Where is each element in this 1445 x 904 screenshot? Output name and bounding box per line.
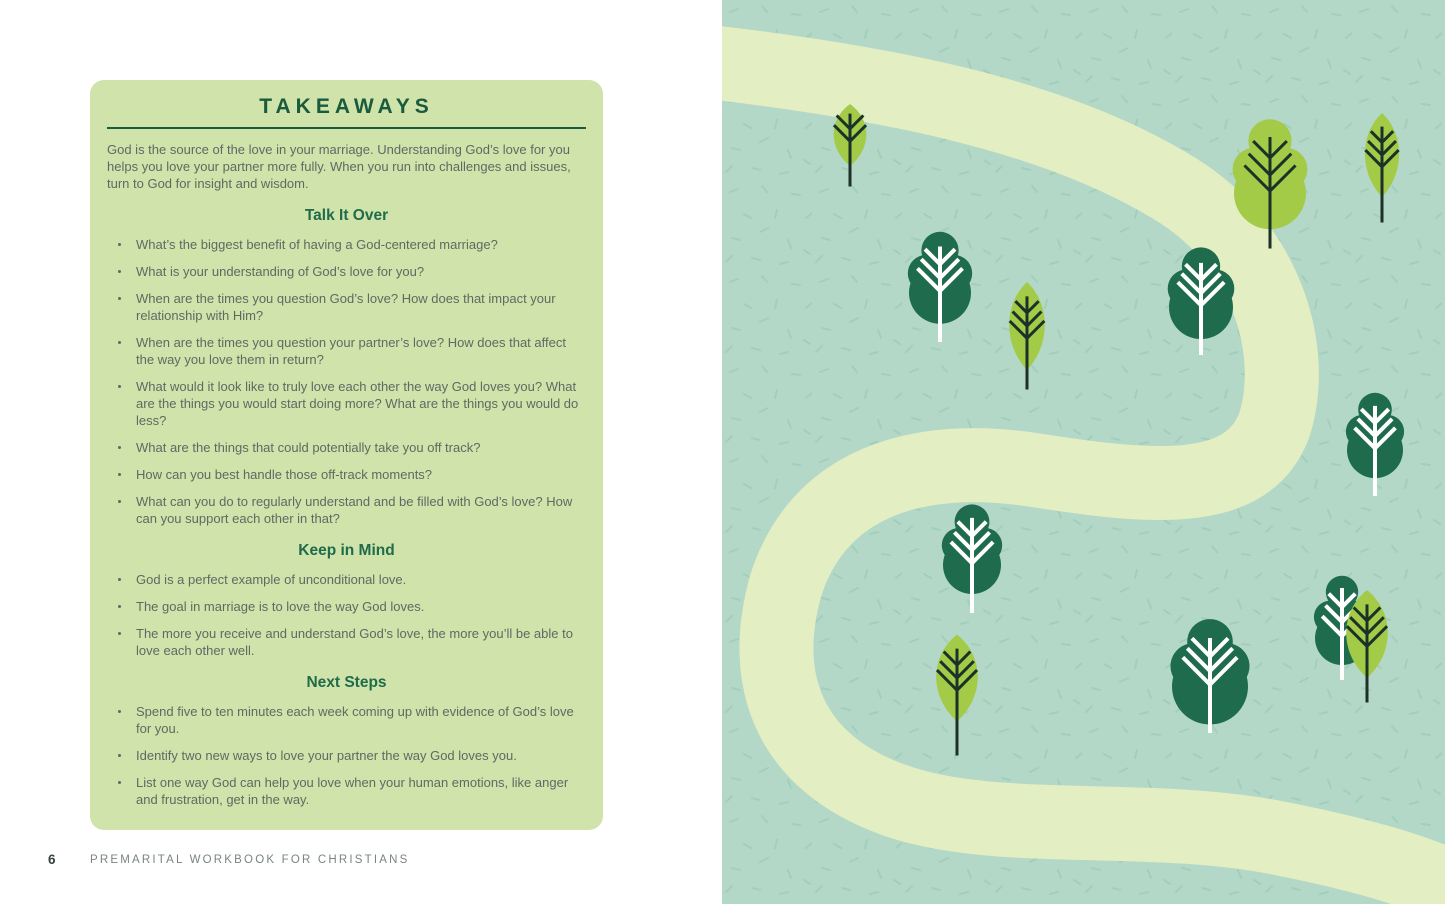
takeaways-title: TAKEAWAYS bbox=[259, 95, 434, 118]
list-item: Spend five to ten minutes each week coming up with evidence of God’s love for you. bbox=[107, 703, 586, 737]
trail-illustration bbox=[722, 0, 1445, 904]
title-divider bbox=[107, 127, 586, 129]
list-item: When are the times you question your partner’s love? How does that affect the way you love them in return? bbox=[107, 334, 586, 368]
section-heading-keep-in-mind: Keep in Mind bbox=[298, 542, 395, 559]
list-item: What are the things that could potentially take you off track? bbox=[107, 439, 586, 456]
keep-in-mind-list bbox=[107, 571, 586, 659]
left-page bbox=[0, 0, 722, 904]
list-item: What is your understanding of God’s love for you? bbox=[107, 263, 586, 280]
list-item: The goal in marriage is to love the way God loves. bbox=[107, 598, 586, 615]
list-item: When are the times you question God’s love? How does that impact your relationship with Him? bbox=[107, 290, 586, 324]
list-item: The more you receive and understand God’s love, the more you’ll be able to love each other well. bbox=[107, 625, 586, 659]
list-item: What would it look like to truly love each other the way God loves you? What are the things you would start doing more? What are the things you would do less? bbox=[107, 378, 586, 429]
section-heading-next-steps: Next Steps bbox=[306, 674, 387, 691]
list-item: How can you best handle those off-track moments? bbox=[107, 466, 586, 483]
running-footer-book-title: PREMARITAL WORKBOOK FOR CHRISTIANS bbox=[90, 854, 410, 866]
list-item: List one way God can help you love when your human emotions, like anger and frustration, get in the way. bbox=[107, 774, 586, 808]
takeaways-intro: God is the source of the love in your marriage. Understanding God’s love for you helps you love your partner more fully. When you run into challenges and issues, turn to God for insight and wisdom. bbox=[107, 142, 571, 191]
talk-it-over-list bbox=[107, 236, 586, 527]
page-footer bbox=[0, 850, 722, 880]
list-item: God is a perfect example of unconditional love. bbox=[107, 571, 586, 588]
list-item: What’s the biggest benefit of having a God-centered marriage? bbox=[107, 236, 586, 253]
takeaways-box bbox=[90, 80, 603, 830]
page-number: 6 bbox=[48, 852, 56, 867]
section-heading-talk-it-over: Talk It Over bbox=[304, 207, 389, 224]
next-steps-list bbox=[107, 703, 586, 808]
right-page bbox=[722, 0, 1445, 904]
list-item: Identify two new ways to love your partner the way God loves you. bbox=[107, 747, 586, 764]
list-item: What can you do to regularly understand and be filled with God’s love? How can you support each other in that? bbox=[107, 493, 586, 527]
